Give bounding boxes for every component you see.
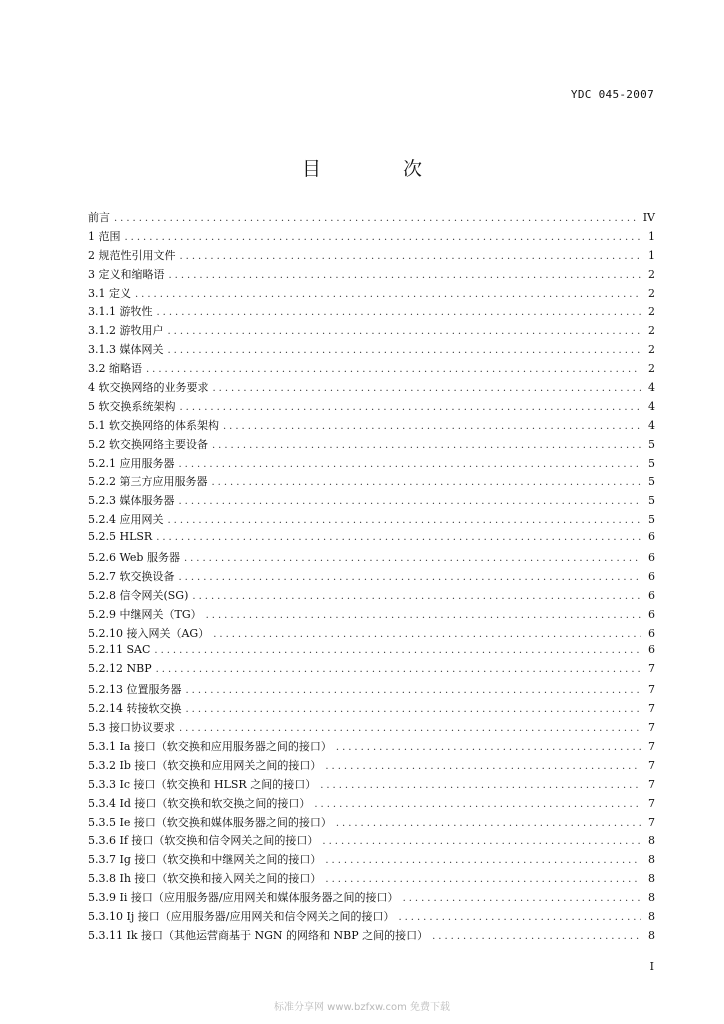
- toc-entry-label: 3.1 定义: [88, 286, 131, 300]
- toc-entry-label: 3.2 缩略语: [88, 362, 142, 376]
- toc-entry[interactable]: [88, 606, 655, 625]
- toc-entry-label: 5.3.3 Ic 接口（软交换和 HLSR 之间的接口）: [88, 777, 317, 791]
- toc-entry-label: 5 软交换系统架构: [88, 399, 176, 413]
- toc-leader-dots: [156, 532, 641, 543]
- toc-entry[interactable]: [88, 776, 655, 795]
- toc-leader-dots: [180, 251, 642, 262]
- toc-entry-label: 5.1 软交换网络的体系架构: [88, 418, 219, 432]
- toc-leader-dots: [179, 496, 642, 507]
- toc-leader-dots: [135, 289, 641, 300]
- toc-entry-page: 5: [648, 513, 655, 527]
- toc-entry[interactable]: [88, 889, 655, 908]
- toc-entry[interactable]: [88, 379, 655, 398]
- toc-entry[interactable]: [88, 587, 655, 606]
- toc-entry-label: 5.2.9 中继网关（TG）: [88, 607, 202, 621]
- toc-entry-label: 4 软交换网络的业务要求: [88, 381, 209, 395]
- toc-leader-dots: [156, 664, 641, 675]
- toc-entry-page: 2: [648, 267, 655, 281]
- toc-entry-page: 2: [648, 343, 655, 357]
- document-code: YDC 045-2007: [570, 88, 654, 101]
- toc-leader-dots: [168, 515, 642, 526]
- toc-entry-label: 1 范围: [88, 229, 121, 243]
- toc-leader-dots: [180, 402, 642, 413]
- toc-entry-label: 5.3.1 Ia 接口（软交换和应用服务器之间的接口）: [88, 739, 332, 753]
- toc-entry-page: 2: [648, 305, 655, 319]
- toc-entry-label: 5.2.13 位置服务器: [88, 683, 182, 697]
- toc-entry-page: 6: [648, 607, 655, 621]
- toc-entry[interactable]: [88, 492, 655, 511]
- toc-entry[interactable]: [88, 436, 655, 455]
- toc-entry-label: 5.2.14 转接软交换: [88, 702, 182, 716]
- toc-leader-dots: [398, 912, 641, 923]
- toc-entry[interactable]: [88, 303, 655, 322]
- toc-leader-dots: [432, 931, 641, 942]
- toc-entry[interactable]: [88, 719, 655, 738]
- toc-entry-label: 5.2.11 SAC: [88, 643, 151, 657]
- toc-entry[interactable]: [88, 209, 655, 228]
- toc-entry-page: 8: [648, 928, 655, 942]
- toc-entry[interactable]: [88, 625, 655, 644]
- toc-entry[interactable]: [88, 266, 655, 285]
- toc-entry-page: 5: [648, 494, 655, 508]
- toc-leader-dots: [403, 893, 641, 904]
- toc-leader-dots: [213, 383, 642, 394]
- toc-entry-page: 5: [648, 456, 655, 470]
- toc-entry-page: 8: [648, 834, 655, 848]
- toc-leader-dots: [325, 761, 641, 772]
- toc-entry-label: 5.3.11 Ik 接口（其他运营商基于 NGN 的网络和 NBP 之间的接口）: [88, 928, 429, 942]
- toc-entry-label: 前言: [88, 211, 110, 224]
- toc-entry[interactable]: [88, 247, 655, 266]
- toc-entry-label: 5.2 软交换网络主要设备: [88, 437, 208, 451]
- toc-entry-label: 5.2.4 应用网关: [88, 513, 164, 527]
- toc-entry-label: 3.1.1 游牧性: [88, 305, 153, 319]
- page-number: I: [649, 960, 654, 973]
- toc-entry[interactable]: [88, 417, 655, 436]
- toc-entry-page: 6: [648, 626, 655, 640]
- toc-entry-page: 2: [648, 286, 655, 300]
- toc-leader-dots: [336, 818, 641, 829]
- toc-entry-label: 5.3.9 Ii 接口（应用服务器/应用网关和媒体服务器之间的接口）: [88, 891, 399, 905]
- toc-leader-dots: [213, 629, 641, 640]
- toc-leader-dots: [206, 610, 641, 621]
- toc-entry-label: 5.2.3 媒体服务器: [88, 494, 175, 508]
- toc-entry-label: 5.3.4 Id 接口（软交换和软交换之间的接口）: [88, 796, 311, 810]
- toc-entry-page: 1: [648, 248, 655, 262]
- toc-entry-label: 5.2.8 信令网关(SG): [88, 588, 189, 602]
- toc-entry-page: 4: [648, 399, 655, 413]
- toc-entry[interactable]: [88, 681, 655, 700]
- toc-leader-dots: [125, 232, 642, 243]
- toc-leader-dots: [168, 345, 642, 356]
- toc-entry[interactable]: [88, 322, 655, 341]
- toc-entry[interactable]: [88, 700, 655, 719]
- toc-leader-dots: [320, 780, 641, 791]
- toc-entry-page: 4: [648, 418, 655, 432]
- toc-entry-page: 7: [648, 815, 655, 829]
- toc-leader-dots: [212, 440, 641, 451]
- toc-entry[interactable]: [88, 455, 655, 474]
- toc-entry[interactable]: [88, 814, 655, 833]
- toc-entry-page: 7: [648, 758, 655, 772]
- toc-entry-label: 3.1.2 游牧用户: [88, 324, 164, 338]
- toc-entry[interactable]: [88, 908, 655, 927]
- toc-entry[interactable]: [88, 851, 655, 870]
- toc-entry[interactable]: [88, 927, 655, 946]
- toc-entry-page: 7: [648, 721, 655, 735]
- toc-entry[interactable]: [88, 757, 655, 776]
- toc-entry[interactable]: [88, 738, 655, 757]
- toc-entry-page: 2: [648, 324, 655, 338]
- toc-entry-label: 5.2.1 应用服务器: [88, 456, 175, 470]
- toc-entry-label: 3.1.3 媒体网关: [88, 343, 164, 357]
- toc-entry[interactable]: [88, 568, 655, 587]
- toc-leader-dots: [179, 572, 642, 583]
- toc-entry[interactable]: [88, 473, 655, 492]
- toc-entry-page: 1: [648, 229, 655, 243]
- toc-leader-dots: [185, 704, 641, 715]
- toc-entry-page: IV: [642, 211, 655, 224]
- toc-entry[interactable]: [88, 832, 655, 851]
- toc-entry-label: 5.3 接口协议要求: [88, 721, 175, 735]
- toc-entry-label: 5.3.2 Ib 接口（软交换和应用网关之间的接口）: [88, 758, 322, 772]
- toc-entry-page: 7: [648, 796, 655, 810]
- toc-entry-page: 7: [648, 683, 655, 697]
- toc-leader-dots: [184, 553, 641, 564]
- toc-leader-dots: [212, 477, 642, 488]
- toc-leader-dots: [169, 270, 642, 281]
- toc-entry-page: 6: [648, 569, 655, 583]
- toc-leader-dots: [114, 213, 639, 224]
- toc-entry[interactable]: [88, 360, 655, 379]
- toc-leader-dots: [154, 645, 641, 656]
- toc-entry[interactable]: [88, 643, 655, 662]
- toc-entry-page: 6: [648, 551, 655, 565]
- toc-entry[interactable]: [88, 870, 655, 889]
- toc-entry-page: 2: [648, 362, 655, 376]
- toc-entry[interactable]: [88, 662, 655, 681]
- toc-entry[interactable]: [88, 341, 655, 360]
- toc-leader-dots: [168, 326, 642, 337]
- toc-entry[interactable]: [88, 795, 655, 814]
- toc-entry-label: 5.2.6 Web 服务器: [88, 551, 180, 565]
- toc-leader-dots: [325, 855, 641, 866]
- table-of-contents: [88, 209, 655, 946]
- toc-entry-page: 8: [648, 891, 655, 905]
- toc-entry-label: 5.3.10 Ij 接口（应用服务器/应用网关和信令网关之间的接口）: [88, 909, 395, 923]
- toc-entry-page: 8: [648, 872, 655, 886]
- toc-entry-page: 5: [648, 437, 655, 451]
- toc-leader-dots: [325, 874, 641, 885]
- toc-entry-label: 5.3.6 If 接口（软交换和信令网关之间的接口）: [88, 834, 319, 848]
- toc-entry[interactable]: [88, 530, 655, 549]
- toc-entry-label: 5.2.5 HLSR: [88, 530, 153, 544]
- toc-entry[interactable]: [88, 285, 655, 304]
- toc-entry-page: 7: [648, 739, 655, 753]
- toc-entry-page: 7: [648, 702, 655, 716]
- toc-entry[interactable]: [88, 549, 655, 568]
- toc-entry-label: 5.3.7 Ig 接口（软交换和中继网关之间的接口）: [88, 853, 322, 867]
- toc-entry-page: 8: [648, 853, 655, 867]
- toc-leader-dots: [314, 799, 641, 810]
- toc-entry-label: 5.2.2 第三方应用服务器: [88, 475, 208, 489]
- toc-leader-dots: [192, 591, 641, 602]
- toc-entry-page: 6: [648, 588, 655, 602]
- toc-entry-page: 7: [648, 777, 655, 791]
- toc-leader-dots: [185, 685, 641, 696]
- toc-entry-page: 4: [648, 381, 655, 395]
- toc-entry-page: 5: [648, 475, 655, 489]
- toc-entry[interactable]: [88, 228, 655, 247]
- toc-entry[interactable]: [88, 511, 655, 530]
- toc-entry-label: 5.2.10 接入网关（AG）: [88, 626, 210, 640]
- toc-leader-dots: [336, 742, 641, 753]
- toc-leader-dots: [322, 836, 641, 847]
- page-title: 目 次: [301, 158, 461, 180]
- toc-entry-label: 5.2.12 NBP: [88, 662, 152, 676]
- toc-entry-label: 5.3.5 Ie 接口（软交换和媒体服务器之间的接口）: [88, 815, 332, 829]
- watermark-text: 标准分享网 www.bzfxw.com 免费下载: [274, 1002, 450, 1013]
- toc-entry-label: 5.2.7 软交换设备: [88, 569, 175, 583]
- toc-entry-page: 7: [648, 662, 655, 676]
- toc-entry-label: 5.3.8 Ih 接口（软交换和接入网关之间的接口）: [88, 872, 322, 886]
- toc-leader-dots: [179, 459, 642, 470]
- toc-leader-dots: [223, 421, 641, 432]
- toc-entry-label: 2 规范性引用文件: [88, 248, 176, 262]
- toc-entry[interactable]: [88, 398, 655, 417]
- toc-leader-dots: [179, 723, 641, 734]
- toc-entry-label: 3 定义和缩略语: [88, 267, 165, 281]
- toc-leader-dots: [157, 307, 642, 318]
- toc-leader-dots: [146, 364, 641, 375]
- toc-entry-page: 6: [648, 643, 655, 657]
- toc-entry-page: 8: [648, 909, 655, 923]
- toc-entry-page: 6: [648, 530, 655, 544]
